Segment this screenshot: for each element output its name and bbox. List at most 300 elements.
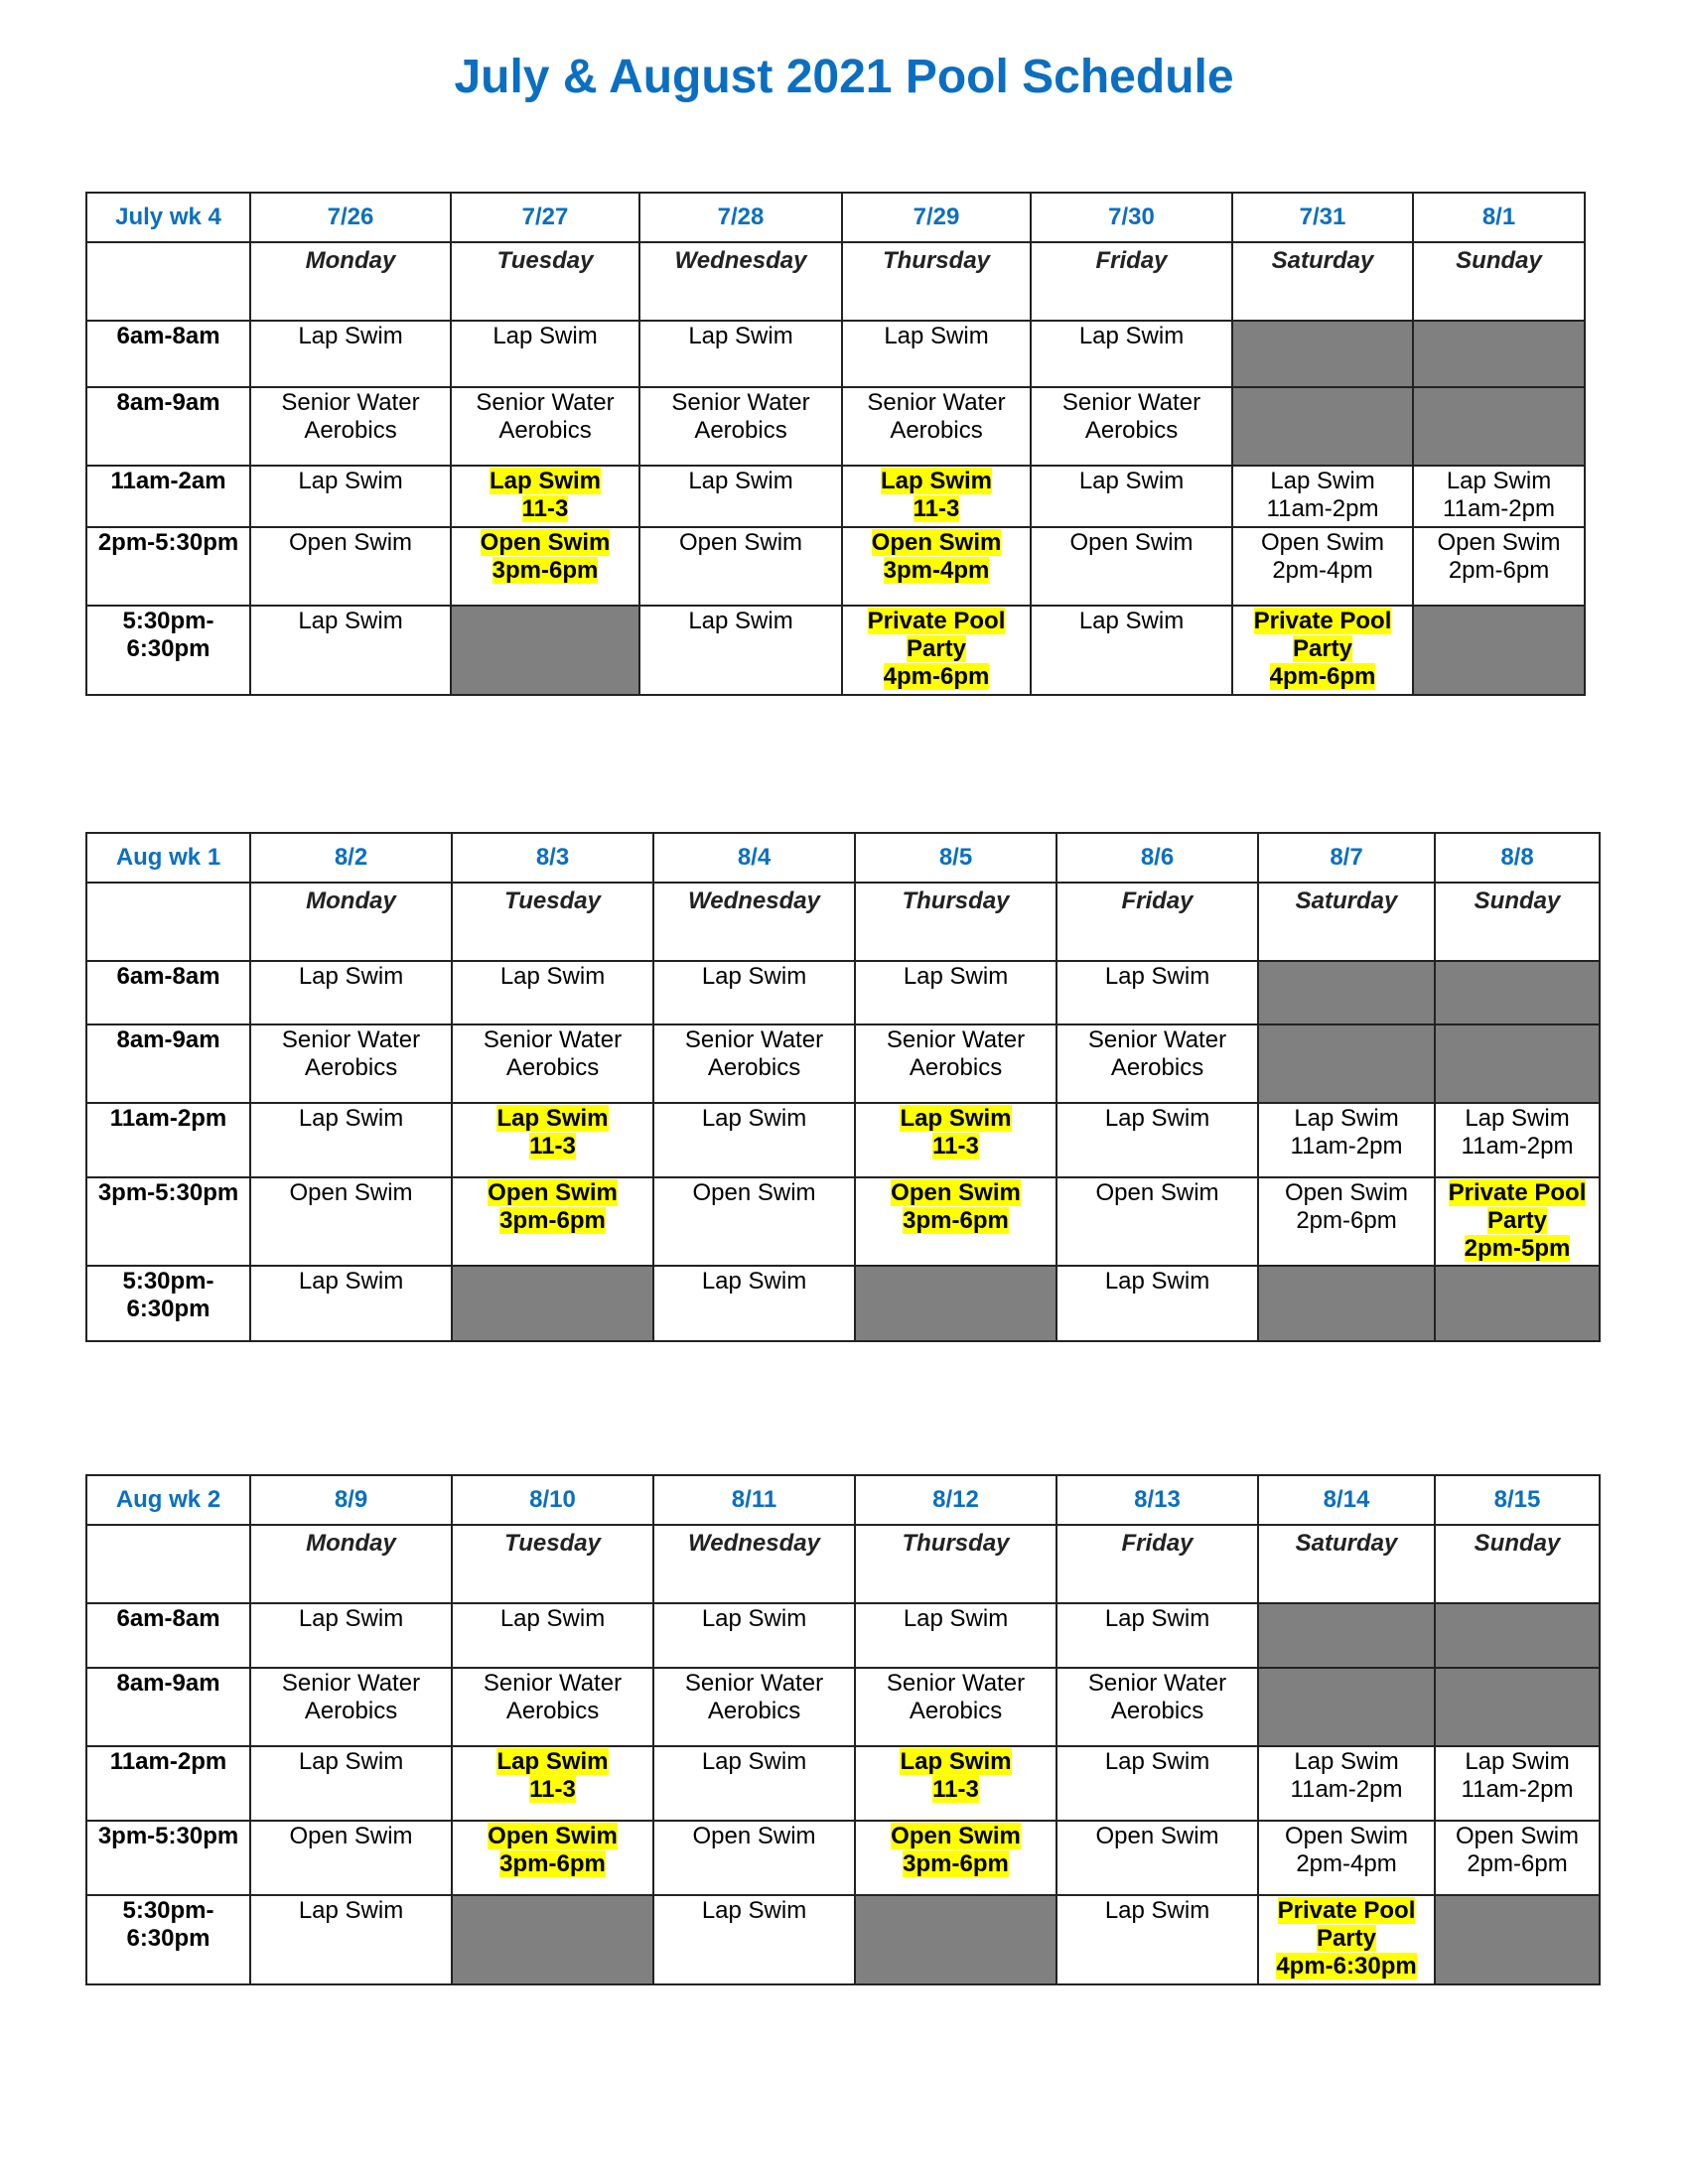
date-header: 8/5 xyxy=(855,833,1056,883)
activity-line xyxy=(253,1748,449,1776)
day-name: Wednesday xyxy=(653,1525,855,1603)
activity-line xyxy=(656,1105,852,1133)
empty-cell xyxy=(86,242,250,321)
activity-text: Senior Water xyxy=(483,1670,623,1697)
activity-cell xyxy=(1258,1177,1435,1266)
activity-line xyxy=(1235,635,1410,663)
time-slot-line: 3pm-5:30pm xyxy=(97,1179,239,1206)
activity-text: Lap Swim xyxy=(903,1605,1009,1632)
activity-line xyxy=(253,468,448,495)
activity-line xyxy=(1034,417,1229,445)
activity-cell xyxy=(653,1266,855,1341)
activity-cell xyxy=(1435,1746,1600,1821)
highlighted-activity-cell xyxy=(452,1177,653,1266)
activity-line xyxy=(455,1105,650,1133)
activity-text: Senior Water xyxy=(671,389,810,416)
activity-line xyxy=(1235,557,1410,585)
day-name: Thursday xyxy=(855,883,1056,961)
day-name: Monday xyxy=(250,1525,452,1603)
highlighted-activity-cell xyxy=(1232,606,1413,695)
activity-line xyxy=(454,468,636,495)
activity-cell xyxy=(1031,527,1232,606)
activity-cell xyxy=(250,606,451,695)
activity-cell xyxy=(653,1895,855,1984)
activity-line xyxy=(1416,495,1582,523)
activity-cell xyxy=(1056,1746,1258,1821)
activity-text: Lap Swim xyxy=(688,323,793,349)
activity-line xyxy=(1261,1133,1432,1160)
day-name: Friday xyxy=(1031,242,1232,321)
activity-text: Senior Water xyxy=(1087,1026,1227,1053)
activity-cell xyxy=(250,1603,452,1668)
activity-text: Private Pool xyxy=(1277,1897,1416,1924)
activity-cell xyxy=(250,527,451,606)
time-slot-line: 8am-9am xyxy=(116,389,220,416)
activity-line xyxy=(253,963,449,991)
closed-cell xyxy=(451,606,639,695)
activity-text: Lap Swim xyxy=(884,323,989,349)
date-header: 8/1 xyxy=(1413,193,1585,242)
activity-line xyxy=(845,635,1028,663)
activity-line xyxy=(454,389,636,417)
closed-cell xyxy=(1258,1266,1435,1341)
date-header: 8/9 xyxy=(250,1475,452,1525)
time-slot-row xyxy=(86,466,1585,527)
time-slot xyxy=(86,961,250,1024)
activity-text: Aerobics xyxy=(909,1698,1003,1724)
time-slot-row xyxy=(86,387,1585,466)
activity-cell xyxy=(250,1895,452,1984)
activity-line xyxy=(1438,1823,1597,1850)
activity-text: Open Swim xyxy=(1284,1823,1409,1849)
activity-text: Open Swim xyxy=(1284,1179,1409,1206)
activity-cell xyxy=(250,466,451,527)
activity-cell xyxy=(653,961,855,1024)
activity-text: Lap Swim xyxy=(701,1605,807,1632)
activity-line xyxy=(1261,1897,1432,1925)
activity-text: Senior Water xyxy=(281,389,420,416)
activity-text: Lap Swim xyxy=(496,1105,609,1132)
activity-text: Lap Swim xyxy=(1270,468,1375,494)
activity-line xyxy=(1059,1268,1255,1296)
date-header: 8/12 xyxy=(855,1475,1056,1525)
activity-text: Open Swim xyxy=(289,1179,413,1206)
date-header: 8/7 xyxy=(1258,833,1435,883)
time-slot xyxy=(86,1177,250,1266)
activity-line xyxy=(1034,468,1229,495)
closed-cell xyxy=(1435,1603,1600,1668)
closed-cell xyxy=(1232,387,1413,466)
activity-line xyxy=(455,1605,650,1633)
time-slot xyxy=(86,387,250,466)
activity-cell xyxy=(1258,1746,1435,1821)
activity-text: Senior Water xyxy=(281,1026,421,1053)
week-label: Aug wk 1 xyxy=(86,833,250,883)
activity-text: Open Swim xyxy=(488,1179,618,1206)
day-name: Monday xyxy=(250,242,451,321)
activity-cell xyxy=(1056,1603,1258,1668)
activity-text: Aerobics xyxy=(707,1054,801,1081)
activity-cell xyxy=(1056,1024,1258,1103)
activity-text: Private Pool xyxy=(1253,608,1392,634)
time-slot-row xyxy=(86,1746,1600,1821)
day-name: Sunday xyxy=(1413,242,1585,321)
activity-text: Lap Swim xyxy=(298,963,404,990)
activity-cell xyxy=(1031,466,1232,527)
activity-text: 4pm-6:30pm xyxy=(1276,1953,1417,1979)
activity-line xyxy=(1059,1054,1255,1082)
activity-cell xyxy=(250,1668,452,1746)
activity-text: Senior Water xyxy=(476,389,615,416)
highlighted-activity-cell xyxy=(842,606,1031,695)
day-name: Tuesday xyxy=(452,883,653,961)
activity-line xyxy=(845,417,1028,445)
activity-line xyxy=(455,1670,650,1698)
activity-text: Open Swim xyxy=(1455,1823,1580,1849)
time-slot-row xyxy=(86,1603,1600,1668)
activity-cell xyxy=(1056,1103,1258,1177)
activity-text: 2pm-4pm xyxy=(1272,557,1373,584)
activity-text: Lap Swim xyxy=(298,1268,404,1295)
activity-line xyxy=(253,1026,449,1054)
activity-line xyxy=(1261,1748,1432,1776)
activity-line xyxy=(858,1776,1054,1804)
time-slot xyxy=(86,321,250,387)
activity-text: Lap Swim xyxy=(1104,1897,1210,1924)
activity-text: Party xyxy=(1316,1925,1377,1952)
activity-line xyxy=(253,529,448,557)
activity-line xyxy=(1034,608,1229,635)
activity-line xyxy=(858,1133,1054,1160)
time-slot xyxy=(86,1821,250,1895)
activity-line xyxy=(253,608,448,635)
time-slot-row xyxy=(86,1177,1600,1266)
activity-text: Lap Swim xyxy=(1104,963,1210,990)
closed-cell xyxy=(1435,1668,1600,1746)
activity-line xyxy=(1059,1897,1255,1925)
activity-line xyxy=(455,1823,650,1850)
week-label: July wk 4 xyxy=(86,193,250,242)
activity-line xyxy=(1034,389,1229,417)
activity-cell xyxy=(1258,1103,1435,1177)
activity-cell xyxy=(250,1746,452,1821)
activity-text: Lap Swim xyxy=(900,1105,1012,1132)
week-table xyxy=(85,832,1601,1342)
activity-line xyxy=(1235,663,1410,691)
activity-cell xyxy=(1056,1668,1258,1746)
activity-line xyxy=(455,1748,650,1776)
activity-line xyxy=(454,417,636,445)
header-row xyxy=(86,1475,1600,1525)
activity-text: Open Swim xyxy=(289,1823,413,1849)
highlighted-activity-cell xyxy=(855,1103,1056,1177)
activity-text: Open Swim xyxy=(678,529,803,556)
activity-cell xyxy=(250,961,452,1024)
activity-line xyxy=(253,1823,449,1850)
header-row xyxy=(86,193,1585,242)
time-slot-row xyxy=(86,961,1600,1024)
activity-line xyxy=(1059,1026,1255,1054)
activity-cell xyxy=(451,387,639,466)
activity-line xyxy=(253,1897,449,1925)
activity-line xyxy=(858,1698,1054,1725)
activity-line xyxy=(845,389,1028,417)
activity-line xyxy=(656,1605,852,1633)
day-name: Wednesday xyxy=(653,883,855,961)
time-slot-line: 6:30pm xyxy=(126,635,211,662)
activity-text: Lap Swim xyxy=(1104,1268,1210,1295)
time-slot-line: 11am-2am xyxy=(110,468,226,494)
activity-line xyxy=(1261,1776,1432,1804)
activity-text: Open Swim xyxy=(480,529,611,556)
activity-line xyxy=(455,1133,650,1160)
closed-cell xyxy=(1258,1024,1435,1103)
time-slot-line: 2pm-5:30pm xyxy=(97,529,239,556)
activity-text: Open Swim xyxy=(1437,529,1561,556)
date-header: 8/14 xyxy=(1258,1475,1435,1525)
activity-line xyxy=(656,1897,852,1925)
activity-text: 4pm-6pm xyxy=(883,663,990,690)
activity-text: 2pm-5pm xyxy=(1464,1235,1571,1262)
activity-text: Senior Water xyxy=(483,1026,623,1053)
activity-line xyxy=(253,1054,449,1082)
day-name: Tuesday xyxy=(451,242,639,321)
activity-line xyxy=(858,1207,1054,1235)
activity-line xyxy=(454,557,636,585)
day-name: Thursday xyxy=(842,242,1031,321)
time-slot-row xyxy=(86,321,1585,387)
day-name: Saturday xyxy=(1232,242,1413,321)
date-header: 8/2 xyxy=(250,833,452,883)
activity-cell xyxy=(451,321,639,387)
time-slot-line: 5:30pm- xyxy=(122,1268,214,1295)
activity-text: 11-3 xyxy=(529,1776,576,1803)
activity-text: Lap Swim xyxy=(298,323,403,349)
highlighted-activity-cell xyxy=(842,466,1031,527)
activity-line xyxy=(454,529,636,557)
activity-cell xyxy=(1232,466,1413,527)
highlighted-activity-cell xyxy=(855,1177,1056,1266)
activity-line xyxy=(656,1823,852,1850)
activity-line xyxy=(858,1105,1054,1133)
activity-line xyxy=(1059,963,1255,991)
activity-line xyxy=(858,1850,1054,1878)
date-header: 8/11 xyxy=(653,1475,855,1525)
day-name: Tuesday xyxy=(452,1525,653,1603)
activity-text: 3pm-4pm xyxy=(883,557,990,584)
closed-cell xyxy=(1232,321,1413,387)
activity-text: Lap Swim xyxy=(1104,1748,1210,1775)
activity-text: Aerobics xyxy=(890,417,983,444)
time-slot xyxy=(86,466,250,527)
activity-line xyxy=(1261,1105,1432,1133)
activity-cell xyxy=(1435,1103,1600,1177)
activity-line xyxy=(656,1054,852,1082)
activity-line xyxy=(845,529,1028,557)
activity-text: 3pm-6pm xyxy=(903,1207,1009,1234)
highlighted-activity-cell xyxy=(855,1746,1056,1821)
activity-text: Aerobics xyxy=(304,417,397,444)
activity-text: Open Swim xyxy=(692,1823,816,1849)
activity-cell xyxy=(452,961,653,1024)
activity-cell xyxy=(842,321,1031,387)
time-slot-row xyxy=(86,1103,1600,1177)
activity-text: 3pm-6pm xyxy=(499,1850,606,1877)
activity-line xyxy=(858,963,1054,991)
activity-line xyxy=(455,1207,650,1235)
highlighted-activity-cell xyxy=(452,1821,653,1895)
activity-line xyxy=(1261,1953,1432,1980)
closed-cell xyxy=(1258,1603,1435,1668)
closed-cell xyxy=(452,1266,653,1341)
highlighted-activity-cell xyxy=(1258,1895,1435,1984)
time-slot xyxy=(86,1024,250,1103)
activity-text: Open Swim xyxy=(1069,529,1194,556)
date-header: 8/13 xyxy=(1056,1475,1258,1525)
activity-text: 11am-2pm xyxy=(1290,1133,1403,1160)
activity-line xyxy=(253,417,448,445)
day-name: Friday xyxy=(1056,1525,1258,1603)
activity-line xyxy=(642,389,839,417)
activity-text: Lap Swim xyxy=(298,1748,404,1775)
activity-text: Senior Water xyxy=(684,1670,824,1697)
activity-cell xyxy=(250,1266,452,1341)
activity-text: Aerobics xyxy=(304,1054,398,1081)
time-slot-row xyxy=(86,1266,1600,1341)
activity-cell xyxy=(1031,321,1232,387)
activity-line xyxy=(1438,1179,1597,1207)
activity-line xyxy=(455,1179,650,1207)
time-slot xyxy=(86,1746,250,1821)
activity-text: 11-3 xyxy=(913,495,960,522)
highlighted-activity-cell xyxy=(451,527,639,606)
closed-cell xyxy=(1435,1266,1600,1341)
activity-line xyxy=(845,495,1028,523)
activity-line xyxy=(858,1605,1054,1633)
activity-line xyxy=(455,1026,650,1054)
time-slot xyxy=(86,1103,250,1177)
activity-text: Aerobics xyxy=(707,1698,801,1724)
activity-text: Lap Swim xyxy=(489,468,602,494)
day-row xyxy=(86,883,1600,961)
activity-text: Senior Water xyxy=(867,389,1006,416)
activity-cell xyxy=(653,1668,855,1746)
activity-line xyxy=(455,1054,650,1082)
activity-text: Lap Swim xyxy=(496,1748,609,1775)
activity-text: 2pm-6pm xyxy=(1296,1207,1397,1234)
activity-line xyxy=(1416,468,1582,495)
activity-line xyxy=(642,417,839,445)
activity-line xyxy=(1438,1776,1597,1804)
closed-cell xyxy=(855,1895,1056,1984)
header-row xyxy=(86,833,1600,883)
week-table xyxy=(85,192,1586,696)
date-header: 7/28 xyxy=(639,193,842,242)
activity-text: Lap Swim xyxy=(1104,1105,1210,1132)
day-row xyxy=(86,1525,1600,1603)
activity-cell xyxy=(639,387,842,466)
activity-text: 11-3 xyxy=(521,495,569,522)
activity-line xyxy=(858,1748,1054,1776)
time-slot xyxy=(86,1895,250,1984)
activity-cell xyxy=(653,1603,855,1668)
activity-cell xyxy=(653,1746,855,1821)
activity-text: Open Swim xyxy=(488,1823,618,1849)
activity-text: Private Pool xyxy=(867,608,1006,634)
activity-text: Lap Swim xyxy=(1465,1105,1570,1132)
time-slot-line: 11am-2pm xyxy=(109,1105,227,1132)
activity-cell xyxy=(653,1103,855,1177)
activity-text: Lap Swim xyxy=(298,1605,404,1632)
activity-text: 3pm-6pm xyxy=(499,1207,606,1234)
activity-line xyxy=(454,323,636,350)
activity-line xyxy=(1034,529,1229,557)
activity-line xyxy=(858,1054,1054,1082)
activity-text: Lap Swim xyxy=(298,1897,404,1924)
day-name: Wednesday xyxy=(639,242,842,321)
highlighted-activity-cell xyxy=(842,527,1031,606)
activity-line xyxy=(1261,1850,1432,1878)
activity-text: Lap Swim xyxy=(1446,468,1552,494)
activity-line xyxy=(455,1850,650,1878)
date-header: 8/10 xyxy=(452,1475,653,1525)
activity-text: Lap Swim xyxy=(298,608,403,634)
activity-text: Lap Swim xyxy=(701,1748,807,1775)
activity-line xyxy=(845,468,1028,495)
time-slot-line: 6am-8am xyxy=(116,963,220,990)
activity-text: Lap Swim xyxy=(298,468,403,494)
time-slot-line: 6am-8am xyxy=(116,323,220,349)
activity-text: Senior Water xyxy=(886,1026,1026,1053)
activity-line xyxy=(1416,557,1582,585)
activity-cell xyxy=(639,606,842,695)
activity-text: Senior Water xyxy=(886,1670,1026,1697)
activity-line xyxy=(656,1670,852,1698)
activity-text: Aerobics xyxy=(505,1698,600,1724)
activity-text: Lap Swim xyxy=(499,1605,606,1632)
activity-text: Senior Water xyxy=(1061,389,1201,416)
activity-line xyxy=(1438,1207,1597,1235)
activity-line xyxy=(1438,1850,1597,1878)
activity-line xyxy=(845,557,1028,585)
activity-text: Lap Swim xyxy=(701,1105,807,1132)
day-name: Sunday xyxy=(1435,1525,1600,1603)
activity-text: Lap Swim xyxy=(688,468,793,494)
closed-cell xyxy=(1258,1668,1435,1746)
time-slot-line: 11am-2pm xyxy=(109,1748,227,1775)
activity-cell xyxy=(250,1821,452,1895)
activity-text: Lap Swim xyxy=(900,1748,1012,1775)
activity-text: 4pm-6pm xyxy=(1269,663,1376,690)
activity-line xyxy=(1438,1235,1597,1263)
activity-cell xyxy=(639,527,842,606)
time-slot xyxy=(86,1266,250,1341)
activity-line xyxy=(253,1105,449,1133)
activity-cell xyxy=(250,1103,452,1177)
activity-line xyxy=(858,1026,1054,1054)
date-header: 8/15 xyxy=(1435,1475,1600,1525)
time-slot-row xyxy=(86,1821,1600,1895)
activity-cell xyxy=(1413,466,1585,527)
activity-line xyxy=(1438,1105,1597,1133)
activity-text: 11-3 xyxy=(529,1133,576,1160)
activity-text: Aerobics xyxy=(909,1054,1003,1081)
time-slot-line: 8am-9am xyxy=(116,1026,220,1053)
activity-line xyxy=(1261,1179,1432,1207)
activity-cell xyxy=(1031,387,1232,466)
activity-line xyxy=(253,389,448,417)
activity-text: Aerobics xyxy=(694,417,787,444)
